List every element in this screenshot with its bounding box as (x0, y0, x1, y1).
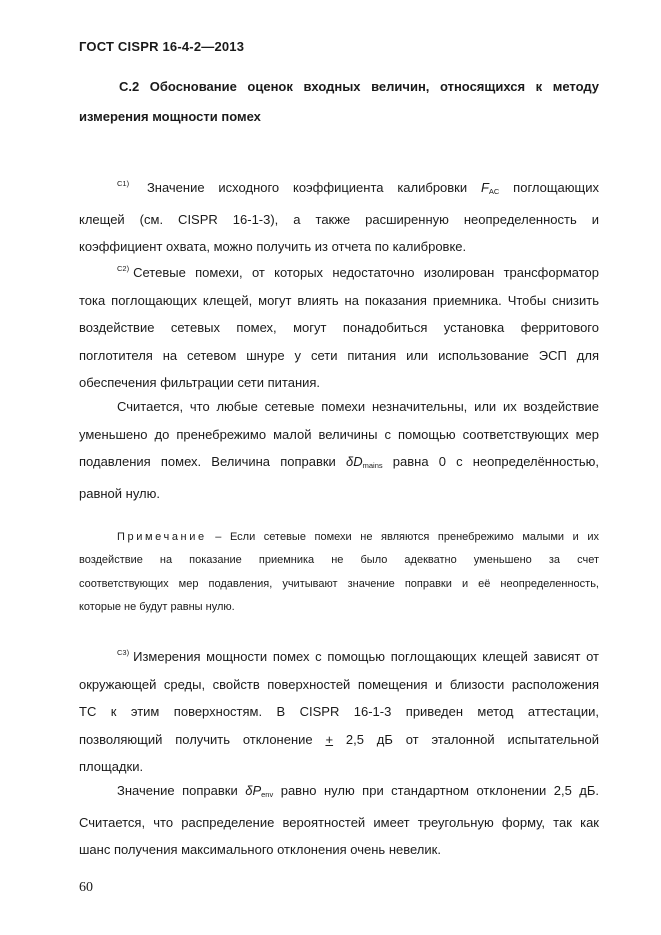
symbol-d: δD (345, 454, 363, 469)
paragraph-line: подавления помех. Величина поправки $\delta D_{mains}$ равна 0 с неопределённостью, (79, 454, 599, 470)
document-header: ГОСТ CISPR 16-4-2—2013 (79, 39, 245, 54)
paragraph-c3 (79, 639, 599, 781)
paragraph-line: позволяющий получить отклонение + 2,5 дБ от эталонной испытательной (79, 731, 599, 747)
note-block (79, 526, 599, 619)
symbol-f: F (480, 180, 489, 195)
paragraph-line: площадки. (79, 759, 144, 774)
paragraph-line: поглотителя на сетевом шнуре у сети питания или использование ЭСП для (79, 347, 599, 363)
paragraph-line: $^{C3)}$ Измерения мощности помех с помощью поглощающих клещей зависят от (117, 648, 599, 664)
footnote-marker: C2) (117, 264, 130, 273)
paragraph-line: $^{C2)}$ Сетевые помехи, от которых недостаточно изолирован трансформатор (117, 264, 599, 280)
paragraph-line: уменьшено до пренебрежимо малой величины с помощью соответствующих мер (79, 426, 599, 442)
symbol-f-subscript: AC (488, 187, 500, 196)
paragraph-line: окружающей среды, свойств поверхностей помещения и близости расположения (79, 676, 599, 692)
plus-minus-sign: + (325, 731, 334, 747)
paragraph-line: тока поглощающих клещей, могут влиять на показания приемника. Чтобы снизить (79, 292, 599, 308)
paragraph-env (79, 777, 599, 864)
note-label: Примечание (117, 531, 207, 543)
footnote-marker: C3) (117, 648, 130, 657)
paragraph-line: Значение поправки $\delta P_{env}$ равно нулю при стандартном отклонении 2,5 дБ. (117, 783, 600, 799)
paragraph-c2 (79, 255, 599, 397)
section-title-line-2: измерения мощности помех (79, 109, 261, 124)
section-title-line-1: С.2 Обоснование оценок входных величин, относящихся к методу (119, 79, 599, 94)
paragraph-line: Считается, что любые сетевые помехи незначительны, или их воздействие (117, 399, 599, 414)
paragraph-line: $^{C1)}$ Значение исходного коэффициента калибровки $F_{AC}$ поглощающих (117, 179, 599, 196)
paragraph-line: шанс получения максимального отклонения очень невелик. (79, 842, 441, 857)
note-line: Примечание – Если сетевые помехи не являются пренебрежимо малыми и их (117, 531, 600, 543)
symbol-d-subscript: mains (362, 461, 383, 470)
paragraph-line: клещей (см. CISPR 16-1-3), а также расширенную неопределенность и (79, 211, 599, 227)
footnote-marker: C1) (117, 179, 130, 188)
symbol-p: δP (245, 783, 262, 798)
note-line: соответствующих мер подавления, учитывают значение поправки и её неопределенность, (79, 577, 599, 590)
paragraph-line: коэффициент охвата, можно получить из отчета по калибровке. (79, 239, 467, 254)
paragraph-line: Считается, что распределение вероятностей имеет треугольную форму, так как (79, 814, 599, 830)
paragraph-mains (79, 393, 599, 507)
paragraph-line: воздействие сетевых помех, могут понадобиться установка ферритового (79, 320, 599, 335)
paragraph-line: обеспечения фильтрации сети питания. (79, 375, 321, 390)
paragraph-c1 (79, 170, 599, 261)
paragraph-line: ТС к этим поверхностям. В CISPR 16-1-3 приведен метод аттестации, (79, 704, 599, 719)
note-line: воздействие на показание приемника не было адекватно уменьшено за счет (79, 554, 599, 567)
paragraph-line: равной нулю. (79, 485, 160, 501)
symbol-p-subscript: env (261, 790, 274, 799)
section-title (79, 72, 599, 132)
note-line: которые не будут равны нулю. (79, 600, 235, 613)
page-number: 60 (79, 880, 93, 895)
